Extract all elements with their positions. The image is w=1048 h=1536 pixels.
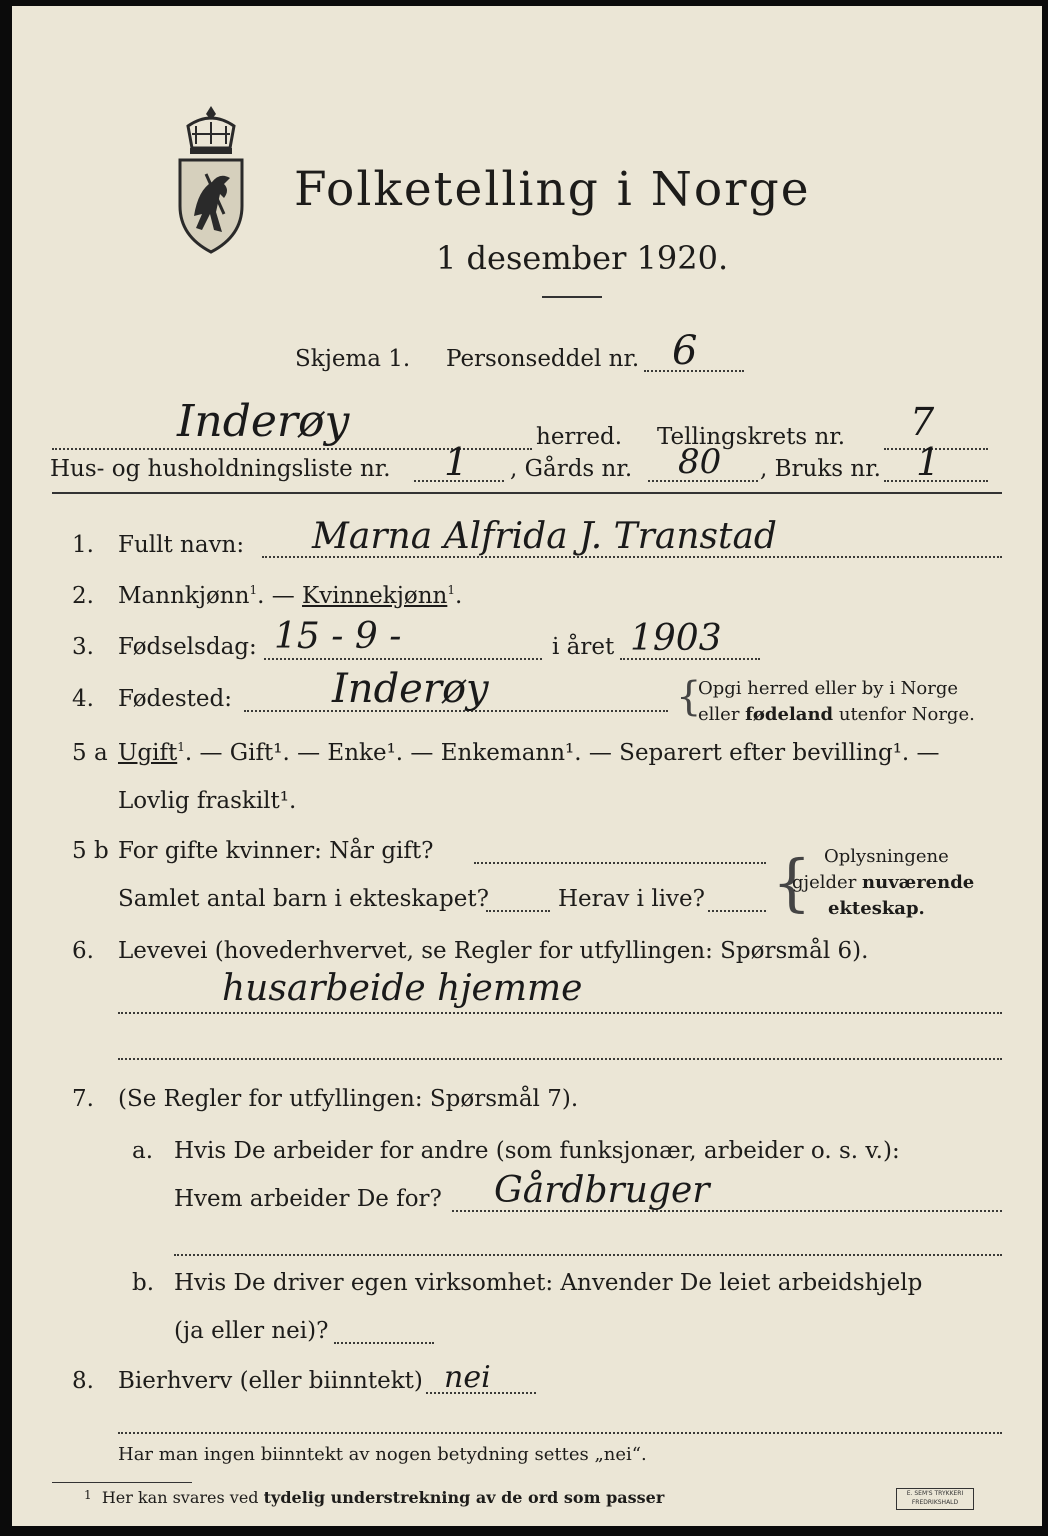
q7-label: (Se Regler for utfyllingen: Spørsmål 7). <box>118 1086 579 1112</box>
footnote: $^1$ Her kan svares ved tydelig understrekning av de ord som passer <box>84 1488 665 1507</box>
q7a-letter: a. <box>132 1138 154 1164</box>
hus-label: Hus- og husholdningsliste nr. <box>50 456 391 482</box>
birth-year-value[interactable]: 1903 <box>630 618 722 659</box>
skjema-label: Skjema 1. <box>295 346 411 372</box>
q5b-children-field-line <box>486 910 550 912</box>
q7a-line2: Hvem arbeider De for? <box>174 1186 442 1212</box>
q8-field-line-2 <box>118 1432 1002 1434</box>
q7b-label: Hvis De driver egen virksomhet: Anvender De leiet arbeidshjelp <box>174 1270 923 1296</box>
q7b-letter: b. <box>132 1270 155 1296</box>
q5b-label: For gifte kvinner: Når gift? <box>118 838 434 864</box>
q8-label: Bierhverv (eller biinntekt) <box>118 1368 423 1394</box>
q5a-line2: Lovlig fraskilt¹. <box>118 788 297 814</box>
q7-number: 7. <box>72 1086 94 1112</box>
birthdate-value[interactable]: 15 - 9 - <box>274 616 402 657</box>
ugift-option-selected[interactable]: Ugift <box>118 740 178 766</box>
q1-label: Fullt navn: <box>118 532 245 558</box>
q4-brace: { <box>676 674 702 720</box>
tellingskrets-label: Tellingskrets nr. <box>657 424 846 450</box>
herred-value[interactable]: Inderøy <box>177 396 350 447</box>
census-date: 1 desember 1920. <box>436 239 729 277</box>
q2-gender-options: Mannkjønn$^1$. — Kvinnekjønn$^1$. <box>118 583 463 609</box>
title-divider <box>542 296 602 298</box>
q5b-note-line2: gjelder nuværende <box>792 872 975 893</box>
birthplace-value[interactable]: Inderøy <box>332 666 489 712</box>
tellingskrets-value[interactable]: 7 <box>910 400 935 444</box>
q5b-married-field-line <box>474 862 766 864</box>
herred-label: herred. <box>536 424 623 450</box>
census-form-sheet <box>12 6 1042 1526</box>
q3-year-label: i året <box>552 634 615 660</box>
footer-note: Har man ingen biinntekt av nogen betydning settes „nei“. <box>118 1444 647 1465</box>
bruks-label: , Bruks nr. <box>760 456 881 482</box>
personseddel-value[interactable]: 6 <box>672 328 698 374</box>
q5b-herav-label: Herav i live? <box>558 886 705 912</box>
q5b-note-line1: Oplysningene <box>824 846 949 867</box>
q5a-marital-options: Ugift$^1$. — Gift¹. — Enke¹. — Enkemann¹. — Separert efter bevilling¹. — <box>118 740 940 766</box>
q3-number: 3. <box>72 634 94 660</box>
q5b-brace: { <box>772 846 812 919</box>
q7a-label: Hvis De arbeider for andre (som funksjonær, arbeider o. s. v.): <box>174 1138 900 1164</box>
q5b-note-line3: ekteskap. <box>828 898 925 919</box>
q3-field-line <box>264 658 542 660</box>
q6-field-line-2 <box>118 1058 1002 1060</box>
q8-number: 8. <box>72 1368 94 1394</box>
bruks-value[interactable]: 1 <box>916 440 941 484</box>
q6-field-line-1 <box>118 1012 1002 1014</box>
mannkjonn-option[interactable]: Mannkjønn <box>118 583 250 609</box>
q5b-line2: Samlet antal barn i ekteskapet? <box>118 886 489 912</box>
q4-note-line1: Opgi herred eller by i Norge <box>698 678 959 699</box>
kvinnekjonn-option-selected[interactable]: Kvinnekjønn <box>302 583 448 609</box>
q4-number: 4. <box>72 686 94 712</box>
q7b-line2: (ja eller nei)? <box>174 1318 329 1344</box>
gards-label: , Gårds nr. <box>510 456 633 482</box>
q4-label: Fødested: <box>118 686 233 712</box>
hus-value[interactable]: 1 <box>444 440 469 484</box>
q7a-field-line-2 <box>174 1254 1002 1256</box>
q1-number: 1. <box>72 532 94 558</box>
occupation-value[interactable]: husarbeide hjemme <box>222 968 583 1009</box>
printer-stamp: E. SEM'S TRYKKERI FREDRIKSHALD <box>896 1488 974 1510</box>
q5a-number: 5 a <box>72 740 108 766</box>
full-name-value[interactable]: Marna Alfrida J. Transtad <box>312 516 777 557</box>
employer-value[interactable]: Gårdbruger <box>494 1170 710 1211</box>
gards-value[interactable]: 80 <box>678 442 722 482</box>
form-title: Folketelling i Norge <box>294 162 811 217</box>
norwegian-coat-of-arms-icon <box>170 104 252 256</box>
q5b-alive-field-line <box>708 910 766 912</box>
footnote-rule <box>52 1482 192 1483</box>
q2-number: 2. <box>72 583 94 609</box>
q3-label: Fødselsdag: <box>118 634 257 660</box>
q7b-field-line <box>334 1342 434 1344</box>
q6-number: 6. <box>72 938 94 964</box>
q4-note-line2: eller fødeland utenfor Norge. <box>698 704 975 725</box>
q6-label: Levevei (hovederhvervet, se Regler for utfyllingen: Spørsmål 6). <box>118 938 869 964</box>
header-rule <box>52 492 1002 494</box>
side-income-value[interactable]: nei <box>444 1360 491 1395</box>
personseddel-label: Personseddel nr. <box>446 346 640 372</box>
q5b-number: 5 b <box>72 838 109 864</box>
